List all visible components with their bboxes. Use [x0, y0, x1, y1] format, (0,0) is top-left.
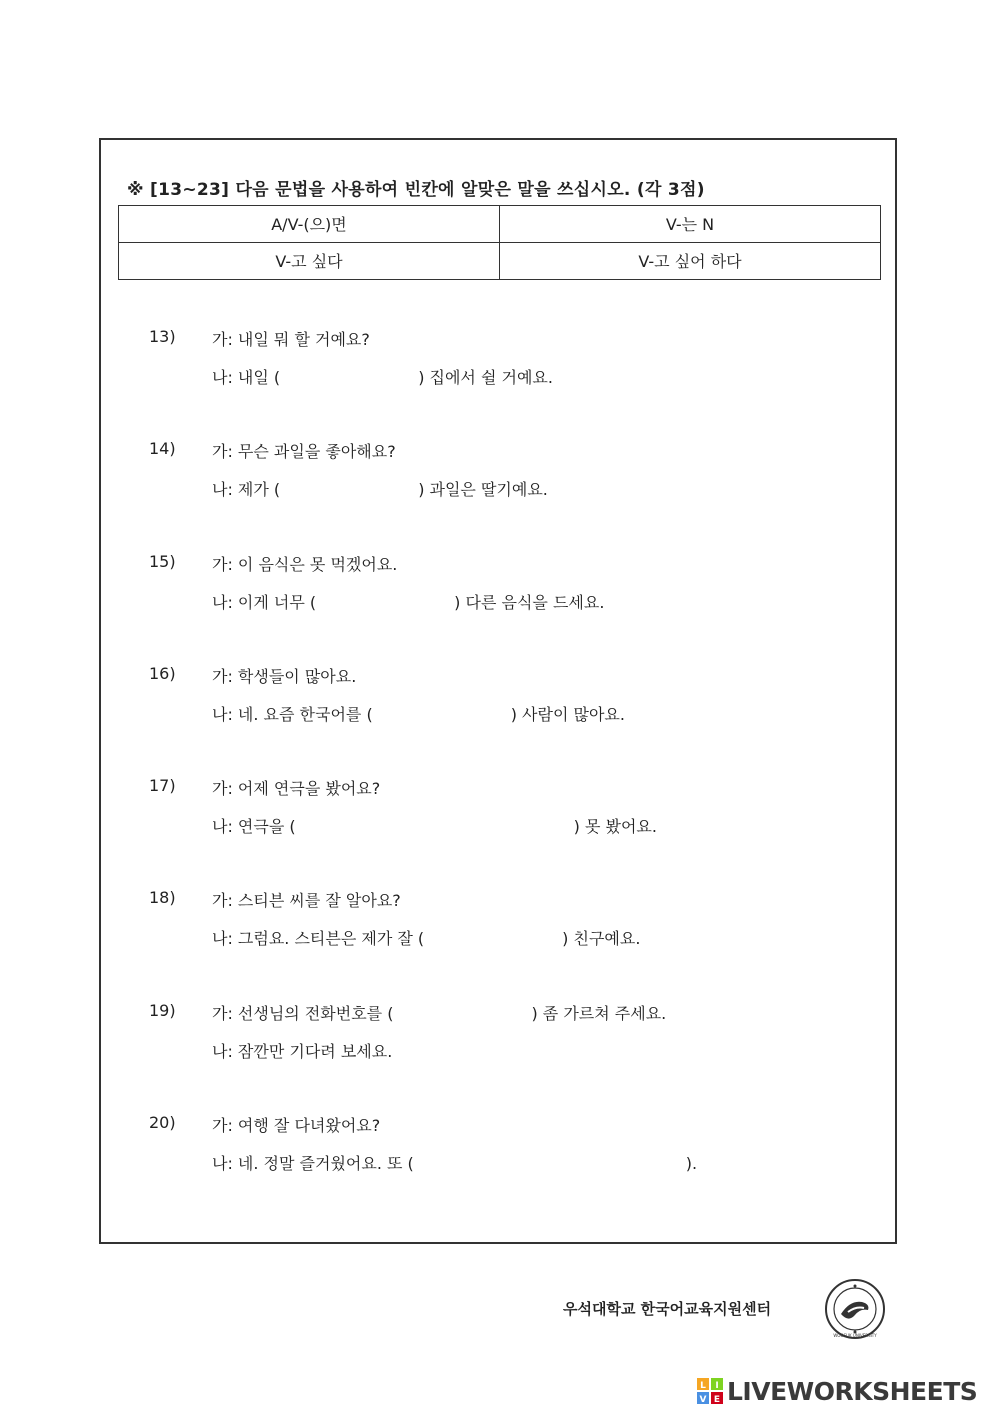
question-number: 18)	[149, 888, 176, 907]
answer-suffix: ) 사람이 많아요.	[510, 705, 625, 724]
question-number: 15)	[149, 552, 176, 571]
liveworksheets-brand-text: LIVEWORKSHEETS	[727, 1376, 978, 1406]
question-line-b: 나: 잠깐만 기다려 보세요.	[212, 1042, 393, 1061]
answer-prefix: 나: 내일 (	[212, 368, 281, 387]
answer-suffix: ) 친구예요.	[562, 929, 641, 948]
grammar-table	[118, 205, 881, 280]
logo-letter-e: E	[713, 1395, 721, 1404]
answer-prefix: 나: 연극을 (	[212, 817, 296, 836]
question-18	[0, 888, 1000, 958]
answer-prefix: 나: 네. 정말 즐거웠어요. 또 (	[212, 1154, 414, 1173]
question-16	[0, 664, 1000, 734]
question-20	[0, 1113, 1000, 1183]
question-line-a: 가: 여행 잘 다녀왔어요?	[212, 1116, 381, 1135]
question-number: 13)	[149, 327, 176, 346]
question-14	[0, 439, 1000, 509]
logo-letter-v: V	[699, 1395, 707, 1404]
institution-name: 우석대학교 한국어교육지원센터	[563, 1300, 772, 1318]
question-line-a: 가: 스티븐 씨를 잘 알아요?	[212, 891, 401, 910]
question-line-a: 가: 어제 연극을 봤어요?	[212, 779, 381, 798]
question-line-b	[212, 814, 657, 837]
liveworksheets-logo	[697, 1376, 977, 1406]
answer-prefix: 나: 이게 너무 (	[212, 593, 317, 612]
instruction-text: ※ [13~23] 다음 문법을 사용하여 빈칸에 알맞은 말을 쓰십시오. (각 3점)	[127, 180, 705, 200]
answer-suffix: ).	[685, 1154, 698, 1173]
question-line-a: 가: 학생들이 많아요.	[212, 667, 357, 686]
question-19	[0, 1001, 1000, 1071]
seal-text: WOOSUK UNIVERSITY	[833, 1333, 877, 1338]
answer-prefix: 가: 선생님의 전화번호를 (	[212, 1004, 394, 1023]
question-line-b	[212, 1151, 697, 1174]
grammar-cell: V-는 N	[500, 206, 880, 243]
question-line-a: 가: 내일 뭐 할 거예요?	[212, 330, 370, 349]
question-line-a: 가: 이 음식은 못 먹겠어요.	[212, 555, 398, 574]
answer-prefix: 나: 그럼요. 스티븐은 제가 잘 (	[212, 929, 425, 948]
question-number: 14)	[149, 439, 176, 458]
liveworksheets-icon	[697, 1378, 723, 1404]
question-line-a	[212, 1001, 666, 1024]
question-13	[0, 327, 1000, 397]
logo-letter-l: L	[700, 1381, 706, 1391]
question-number: 17)	[149, 776, 176, 795]
answer-suffix: ) 다른 음식을 드세요.	[454, 593, 605, 612]
grammar-cell: A/V-(으)면	[119, 206, 500, 243]
answer-suffix: ) 집에서 쉴 거예요.	[418, 368, 553, 387]
question-line-a: 가: 무슨 과일을 좋아해요?	[212, 442, 396, 461]
answer-prefix: 나: 제가 (	[212, 480, 281, 499]
question-number: 19)	[149, 1001, 176, 1020]
question-number: 16)	[149, 664, 176, 683]
answer-suffix: ) 과일은 딸기예요.	[418, 480, 548, 499]
grammar-cell: V-고 싶어 하다	[638, 252, 742, 272]
logo-letter-i: I	[715, 1381, 719, 1391]
answer-prefix: 나: 네. 요즘 한국어를 (	[212, 705, 373, 724]
university-seal-icon	[824, 1278, 886, 1340]
question-15	[0, 552, 1000, 622]
question-line-b	[212, 590, 604, 613]
answer-suffix: ) 좀 가르쳐 주세요.	[531, 1004, 667, 1023]
question-number: 20)	[149, 1113, 176, 1132]
question-line-b	[212, 926, 640, 949]
question-line-b	[212, 702, 625, 725]
question-line-b	[212, 365, 553, 388]
answer-suffix: ) 못 봤어요.	[573, 817, 657, 836]
question-line-b	[212, 477, 548, 500]
question-17	[0, 776, 1000, 846]
grammar-cell: V-고 싶다	[119, 243, 500, 280]
